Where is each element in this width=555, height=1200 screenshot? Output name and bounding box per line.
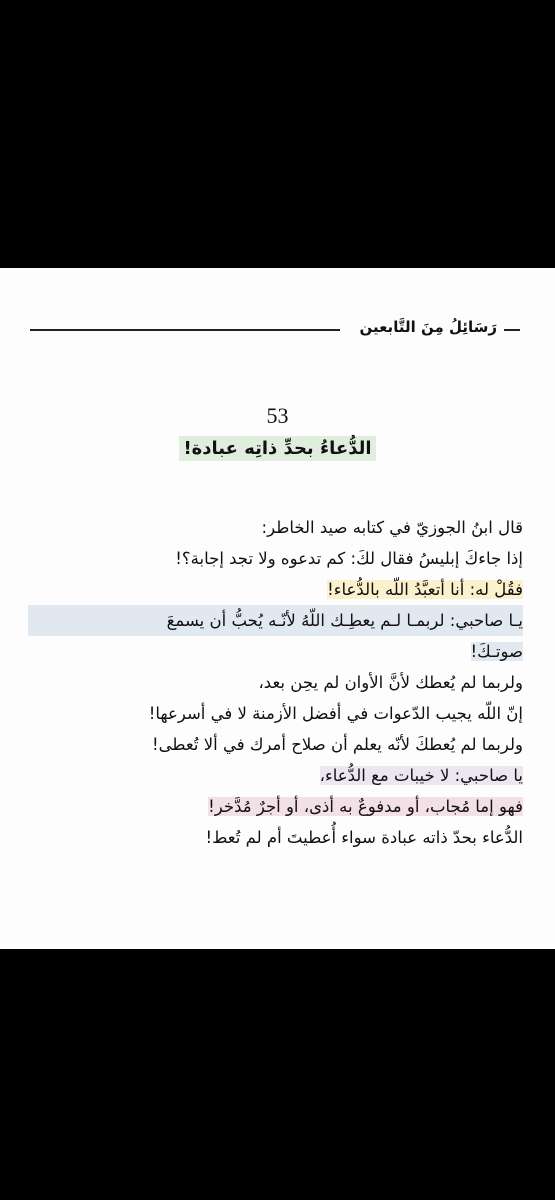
highlighted-line-text: يـا صاحبي: لربمـا لـم يعطِـك اللّهُ لأنّـه يُحبُّ أن يسمعَ bbox=[28, 605, 523, 636]
text-line bbox=[28, 698, 523, 729]
header-rule-right bbox=[504, 329, 520, 331]
line-text: ولربما لم يُعطك لأنَّ الأوان لم يحِن بعد، bbox=[258, 673, 523, 692]
book-title: رَسَائِلُ مِنَ التَّابعين bbox=[359, 318, 497, 336]
book-page bbox=[0, 268, 555, 949]
highlighted-line-text: يا صاحبي: لا خيبات مع الدُّعاء، bbox=[319, 766, 523, 785]
text-line bbox=[28, 636, 523, 667]
chapter-title-text: الدُّعاءُ بحدِّ ذاتِه عبادة! bbox=[179, 436, 375, 461]
chapter-title bbox=[0, 438, 555, 459]
text-line bbox=[28, 605, 523, 636]
body-text bbox=[28, 512, 523, 853]
line-text: قال ابنُ الجوزيّ في كتابه صيد الخاطر: bbox=[261, 518, 523, 537]
text-line bbox=[28, 822, 523, 853]
page-header bbox=[30, 320, 520, 340]
text-line bbox=[28, 574, 523, 605]
page-number: 53 bbox=[266, 403, 289, 428]
header-rule-left bbox=[30, 329, 340, 331]
text-line bbox=[28, 543, 523, 574]
text-line bbox=[28, 667, 523, 698]
highlighted-line-text: صوتـكَ! bbox=[470, 642, 523, 661]
text-line bbox=[28, 791, 523, 822]
text-line bbox=[28, 760, 523, 791]
text-line bbox=[28, 729, 523, 760]
text-line bbox=[28, 512, 523, 543]
line-text: الدُّعاء بحدّ ذاته عبادة سواء أُعطيتَ أم لم تُعط! bbox=[205, 828, 523, 847]
line-text: ولربما لم يُعطكَ لأنّه يعلم أن صلاح أمرك في ألا تُعطى! bbox=[152, 735, 523, 754]
line-text: إنّ اللّه يجيب الدّعوات في أفضل الأزمنة لا في أسرعها! bbox=[148, 704, 523, 723]
line-text: إذا جاءكَ إبليسُ فقال لكَ: كم تدعوه ولا تجد إجابة؟! bbox=[175, 549, 523, 568]
highlighted-line-text: فهو إما مُجاب، أو مدفوعٌ به أذى، أو أجرٌ مُدَّخر! bbox=[208, 797, 523, 816]
highlighted-line-text: فقُلْ له: أنا أتعبَّدُ اللّه بالدُّعاء! bbox=[327, 580, 523, 599]
